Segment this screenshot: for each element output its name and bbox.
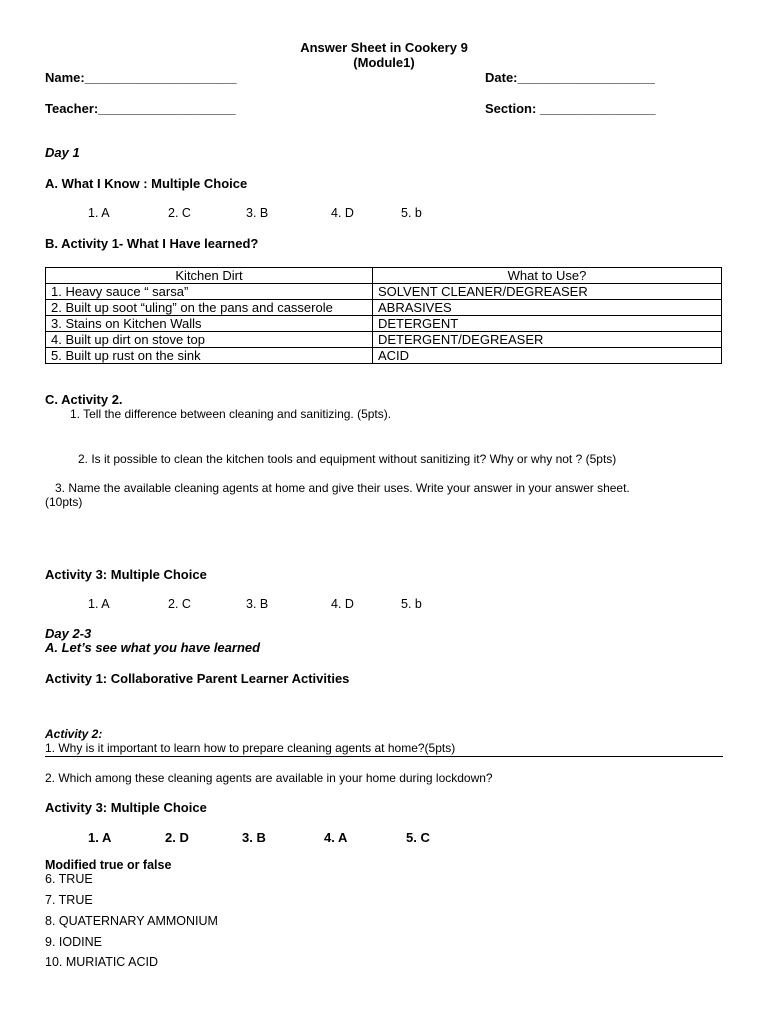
table-cell: 3. Stains on Kitchen Walls <box>46 316 373 332</box>
question-1: 1. Tell the difference between cleaning and sanitizing. (5pts). <box>70 407 392 421</box>
day23-activity1-heading: Activity 1: Collaborative Parent Learner Activities <box>45 671 350 686</box>
answer-item: 3. B <box>242 830 266 845</box>
answer-item: 2. C <box>168 597 191 611</box>
name-field: Name:_____________________ <box>45 70 237 85</box>
table-cell: 4. Built up dirt on stove top <box>46 332 373 348</box>
question-3: 3. Name the available cleaning agents at home and give their uses. Write your answer in your answer sheet. <box>55 481 630 495</box>
table-row <box>46 300 722 316</box>
modified-answer: 10. MURIATIC ACID <box>45 955 158 969</box>
answer-item: 5. b <box>401 206 422 220</box>
answer-item: 1. A <box>88 206 110 220</box>
answer-line <box>45 756 723 757</box>
day23-activity2-heading: Activity 2: <box>45 727 103 741</box>
page-subtitle: (Module1) <box>353 55 415 70</box>
answer-item: 2. D <box>165 830 189 845</box>
day1-activity3-heading: Activity 3: Multiple Choice <box>45 567 207 582</box>
answer-item: 5. b <box>401 597 422 611</box>
answer-item: 2. C <box>168 206 191 220</box>
table-header-cell: Kitchen Dirt <box>46 268 373 284</box>
question-2: 2. Is it possible to clean the kitchen tools and equipment without sanitizing it? Why or why not ? (5pts) <box>78 452 617 466</box>
answer-item: 5. C <box>406 830 430 845</box>
modified-tf-heading: Modified true or false <box>45 858 172 872</box>
modified-answer: 8. QUATERNARY AMMONIUM <box>45 914 218 928</box>
kitchen-dirt-table <box>45 267 722 364</box>
table-row <box>46 348 722 364</box>
date-field: Date:___________________ <box>485 70 655 85</box>
table-header-row <box>46 268 722 284</box>
page-title: Answer Sheet in Cookery 9 <box>300 40 468 55</box>
day23-subheading: A. Let’s see what you have learned <box>45 640 261 655</box>
answer-item: 1. A <box>88 597 110 611</box>
answer-item: 3. B <box>246 206 269 220</box>
modified-answer: 6. TRUE <box>45 872 93 886</box>
answer-item: 4. A <box>324 830 348 845</box>
day23-heading: Day 2-3 <box>45 626 92 641</box>
table-row <box>46 284 722 300</box>
teacher-field: Teacher:___________________ <box>45 101 236 116</box>
table-cell: ABRASIVES <box>373 300 722 316</box>
table-row <box>46 316 722 332</box>
day1-sectionC-heading: C. Activity 2. <box>45 392 123 407</box>
answer-item: 4. D <box>331 206 354 220</box>
day1-sectionB-heading: B. Activity 1- What I Have learned? <box>45 236 259 251</box>
section-field: Section: ________________ <box>485 101 656 116</box>
table-cell: DETERGENT <box>373 316 722 332</box>
day1-heading: Day 1 <box>45 145 80 160</box>
table-row <box>46 332 722 348</box>
modified-answer: 7. TRUE <box>45 893 93 907</box>
day23-activity3-heading: Activity 3: Multiple Choice <box>45 800 207 815</box>
table-cell: 1. Heavy sauce “ sarsa” <box>46 284 373 300</box>
table-cell: 5. Built up rust on the sink <box>46 348 373 364</box>
activity2-question-1: 1. Why is it important to learn how to prepare cleaning agents at home?(5pts) <box>45 741 456 755</box>
modified-answer: 9. IODINE <box>45 935 102 949</box>
answer-item: 1. A <box>88 830 112 845</box>
table-cell: SOLVENT CLEANER/DEGREASER <box>373 284 722 300</box>
table-header-cell: What to Use? <box>373 268 722 284</box>
table-cell: ACID <box>373 348 722 364</box>
table-cell: DETERGENT/DEGREASER <box>373 332 722 348</box>
answer-item: 3. B <box>246 597 269 611</box>
question-3-points: (10pts) <box>45 495 83 509</box>
answer-item: 4. D <box>331 597 354 611</box>
table-cell: 2. Built up soot “uling” on the pans and casserole <box>46 300 373 316</box>
activity2-question-2: 2. Which among these cleaning agents are available in your home during lockdown? <box>45 771 493 785</box>
day1-sectionA-heading: A. What I Know : Multiple Choice <box>45 176 248 191</box>
